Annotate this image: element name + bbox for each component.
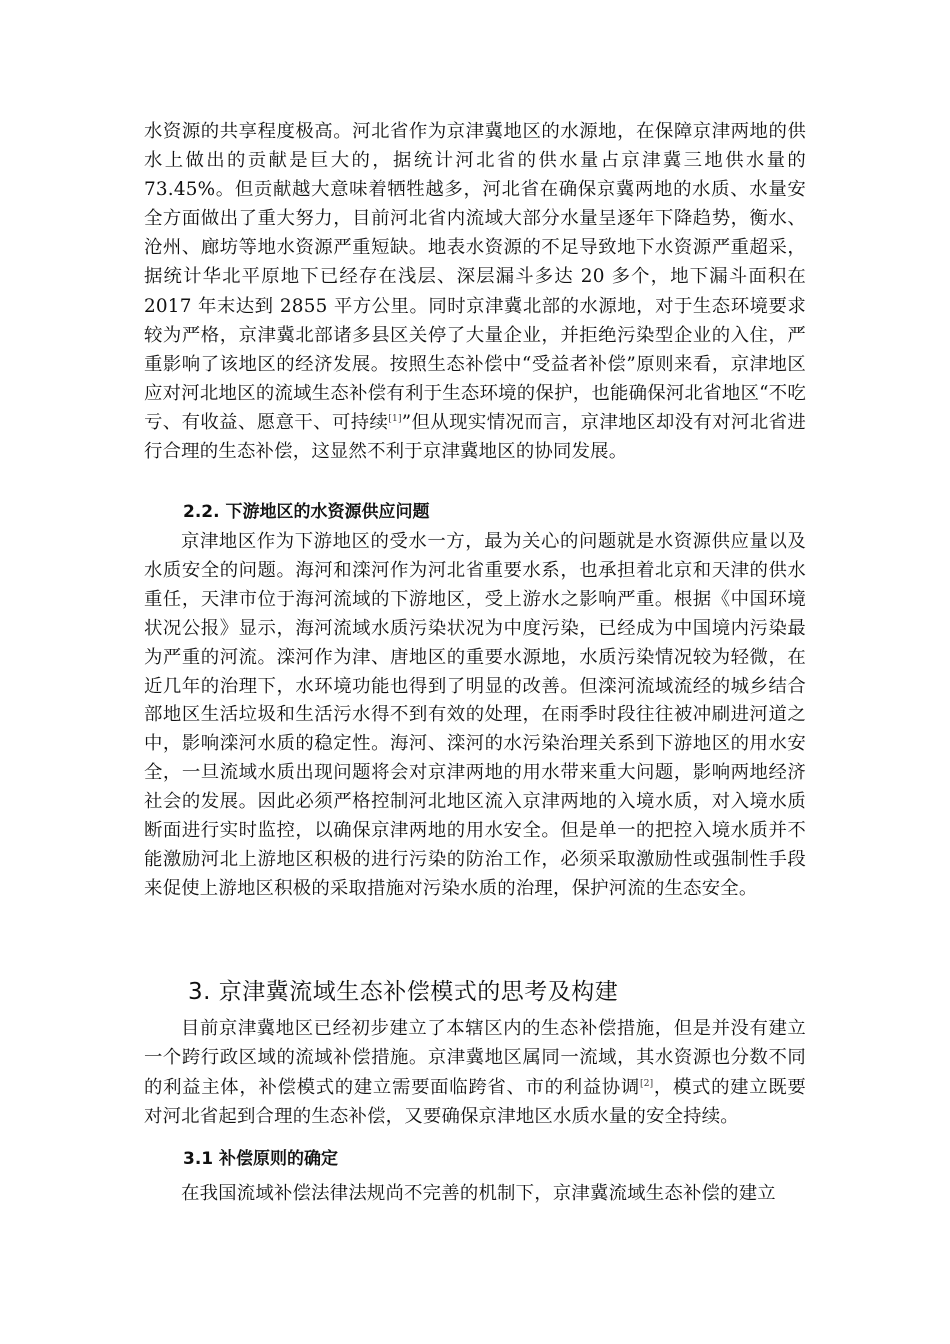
paragraph-compensation-principle xyxy=(144,1179,806,1208)
paragraph-text: ，模式的建立既要对河北省起到合理的生态补偿，又要确保京津地区水质水量的安全持续。 xyxy=(144,1076,806,1127)
paragraph-text: 水资源的共享程度极高。河北省作为京津冀地区的水源地，在保障京津两地的供水上做出的贡献是巨大的，据统计河北省的供水量占京津冀三地供水量的73.45%。但贡献越大意味着牺牲越多，河北省在确保京冀两地的水质、水量安全方面做出了重大努力，目前河北省内流域大部分水量呈逐年下降趋势，衡水、沧州、廊坊等地水资源严重短缺。地表水资源的不足导致地下水资源严重超采，据统计华北平原地下已经存在浅层、深层漏斗多达 20 多个，地下漏斗面积在 2017 年末达到 2855 平方公里。同时京津冀北部的水源地，对于生态环境要求较为严格，京津冀北部诸多县区关停了大量企业，并拒绝污染型企业的入住，严重影响了该地区的经济发展。按照生态补偿中“受益者补偿”原则来看，京津地区应对河北地区的流域生态补偿有利于生态环境的保护，也能确保河北省地区“不吃亏、有收益、愿意干、可持续 xyxy=(144,121,806,433)
section-heading-3-1: 3.1 补偿原则的确定 xyxy=(183,1149,339,1169)
citation-marker: [1] xyxy=(388,413,402,424)
paragraph-text: 京津地区作为下游地区的受水一方，最为关心的问题就是水资源供应量以及水质安全的问题。海河和滦河作为河北省重要水系，也承担着北京和天津的供水重任，天津市位于海河流域的下游地区，受上游水之影响严重。根据《中国环境状况公报》显示，海河流域水质污染状况为中度污染，已经成为中国境内污染最为严重的河流。滦河作为津、唐地区的重要水源地，水质污染情况较为轻微，在近几年的治理下，水环境功能也得到了明显的改善。但滦河流域流经的城乡结合部地区生活垃圾和生活污水得不到有效的处理，在雨季时段往往被冲刷进河道之中，影响滦河水质的稳定性。海河、滦河的水污染治理关系到下游地区的用水安全，一旦流域水质出现问题将会对京津两地的用水带来重大问题，影响两地经济社会的发展。因此必须严格控制河北地区流入京津两地的入境水质，对入境水质断面进行实时监控，以确保京津两地的用水安全。但是单一的把控入境水质并不能激励河北上游地区积极的进行污染的防治工作，必须采取激励性或强制性手段来促使上游地区积极的采取措施对污染水质的治理，保护河流的生态安全。 xyxy=(144,531,806,899)
paragraph-text: ”但从现实情况而言，京津地区却没有对河北省进行合理的生态补偿，这显然不利于京津冀地区的协同发展。 xyxy=(144,411,806,463)
paragraph-downstream-supply xyxy=(144,528,806,904)
paragraph-water-sharing xyxy=(144,117,806,466)
section-heading-2-2: 2.2. 下游地区的水资源供应问题 xyxy=(183,502,430,522)
paragraph-text: 在我国流域补偿法律法规尚不完善的机制下，京津冀流域生态补偿的建立 xyxy=(181,1183,776,1204)
citation-marker: [2] xyxy=(640,1078,654,1089)
paragraph-compensation-model xyxy=(144,1014,806,1131)
paragraph-text: 目前京津冀地区已经初步建立了本辖区内的生态补偿措施，但是并没有建立一个跨行政区域的流域补偿措施。京津冀地区属同一流域，其水资源也分数不同的利益主体，补偿模式的建立需要面临跨省、市的利益协调 xyxy=(144,1018,806,1098)
section-heading-3: 3. 京津冀流域生态补偿模式的思考及构建 xyxy=(188,979,619,1005)
